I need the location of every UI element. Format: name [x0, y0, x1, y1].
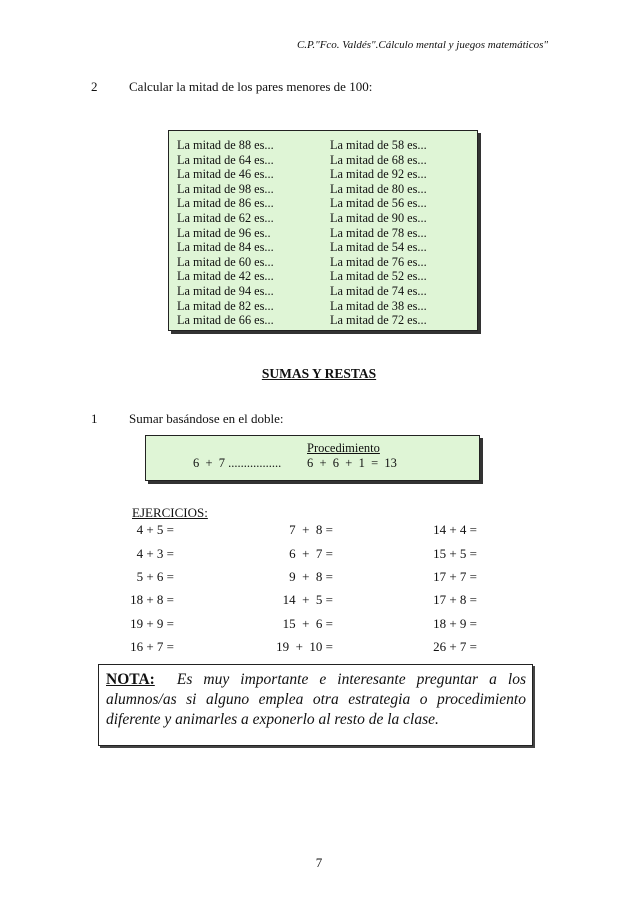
note-box — [98, 664, 533, 746]
halves-item: La mitad de 84 es... — [177, 240, 274, 255]
halves-item: La mitad de 76 es... — [330, 254, 427, 269]
exercise-item: 19 + 10 = — [276, 639, 333, 654]
halves-item: La mitad de 52 es... — [330, 269, 427, 284]
halves-item: La mitad de 94 es... — [177, 283, 274, 298]
exercise-item: 15 + 6 = — [282, 616, 333, 631]
example-expression: 6 + 7 ................. — [193, 456, 282, 470]
halves-item: La mitad de 60 es... — [177, 254, 274, 269]
halves-item: La mitad de 80 es... — [330, 181, 427, 196]
exercise-item: 17 + 7 = — [433, 569, 477, 584]
exercise-item: 14 + 5 = — [282, 592, 333, 607]
halves-item: La mitad de 88 es... — [177, 138, 274, 152]
note-text: Es muy importante e interesante preguntar a los alumnos/as si alguno emplea otra estrategia o procedimiento diferente y animarles a exponerlo al resto de la clase. — [106, 671, 526, 728]
halves-item: La mitad de 38 es... — [330, 298, 427, 313]
exercise-number: 2 — [91, 79, 98, 94]
exercise-item: 4 + 3 = — [136, 546, 174, 561]
halves-box — [168, 130, 478, 331]
halves-right-column — [330, 138, 427, 328]
halves-item: La mitad de 68 es... — [330, 152, 427, 167]
halves-item: La mitad de 74 es... — [330, 283, 427, 298]
halves-item: La mitad de 90 es... — [330, 210, 427, 225]
halves-item: La mitad de 72 es... — [330, 313, 427, 328]
halves-item: La mitad de 46 es... — [177, 167, 274, 182]
halves-item: La mitad de 62 es... — [177, 210, 274, 225]
exercise-item: 6 + 7 = — [289, 546, 333, 561]
exercise-item: 18 + 8 = — [130, 592, 174, 607]
halves-item: La mitad de 58 es... — [330, 138, 427, 152]
procedure-expression: 6 + 6 + 1 = 13 — [307, 456, 397, 470]
note-label: NOTA: — [106, 671, 155, 688]
exercises-title: EJERCICIOS: — [132, 505, 208, 520]
procedure-label: Procedimiento — [307, 441, 380, 455]
page-header: C.P."Fco. Valdés".Cálculo mental y juegos matemáticos" — [296, 39, 548, 51]
exercise-item: 19 + 9 = — [130, 616, 174, 631]
halves-item: La mitad de 98 es... — [177, 181, 274, 196]
exercise-instruction: Sumar basándose en el doble: — [129, 411, 284, 426]
exercise-number: 1 — [91, 411, 98, 426]
note-text-block — [106, 670, 526, 730]
halves-item: La mitad de 92 es... — [330, 167, 427, 182]
exercise-item: 26 + 7 = — [433, 639, 477, 654]
exercise-item: 17 + 8 = — [433, 592, 477, 607]
exercise-item: 18 + 9 = — [433, 616, 477, 631]
halves-item: La mitad de 64 es... — [177, 152, 274, 167]
halves-item: La mitad de 78 es... — [330, 225, 427, 240]
exercise-item: 7 + 8 = — [289, 522, 333, 537]
halves-item: La mitad de 56 es... — [330, 196, 427, 211]
halves-item: La mitad de 86 es... — [177, 196, 274, 211]
halves-item: La mitad de 96 es.. — [177, 225, 271, 240]
exercise-item: 9 + 8 = — [289, 569, 333, 584]
exercise-instruction: Calcular la mitad de los pares menores de 100: — [129, 79, 373, 94]
exercise-item: 4 + 5 = — [136, 522, 174, 537]
section-title: SUMAS Y RESTAS — [261, 366, 377, 381]
halves-item: La mitad de 54 es... — [330, 240, 427, 255]
halves-item: La mitad de 42 es... — [177, 269, 274, 284]
halves-item: La mitad de 82 es... — [177, 298, 274, 313]
halves-left-column — [177, 138, 274, 328]
exercise-item: 16 + 7 = — [130, 639, 174, 654]
page-number: 7 — [315, 855, 323, 870]
procedure-box — [145, 435, 480, 481]
exercise-item: 14 + 4 = — [433, 522, 477, 537]
exercise-item: 5 + 6 = — [136, 569, 174, 584]
halves-item: La mitad de 66 es... — [177, 313, 274, 328]
exercise-item: 15 + 5 = — [433, 546, 477, 561]
